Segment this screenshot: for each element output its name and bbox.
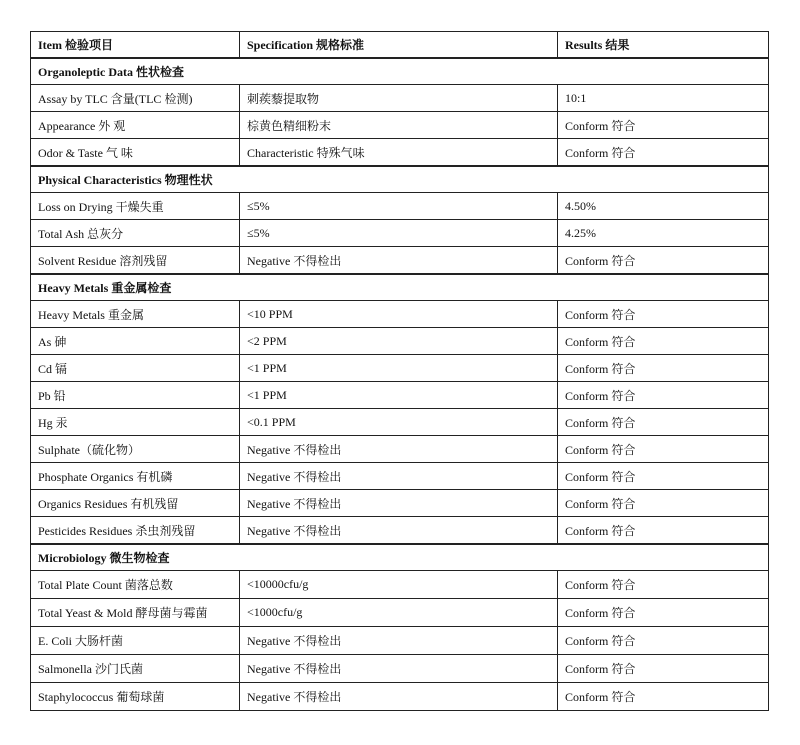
table-row xyxy=(31,355,769,382)
specification-cell: Negative 不得检出 xyxy=(240,247,558,275)
item-cell: Total Ash 总灰分 xyxy=(31,220,240,247)
specification-cell: 棕黄色精细粉末 xyxy=(240,112,558,139)
table-row xyxy=(31,409,769,436)
result-cell: Conform 符合 xyxy=(558,490,769,517)
specification-cell: Characteristic 特殊气味 xyxy=(240,139,558,167)
specification-cell: Negative 不得检出 xyxy=(240,463,558,490)
item-cell: Staphylococcus 葡萄球菌 xyxy=(31,683,240,711)
result-cell: 10:1 xyxy=(558,85,769,112)
section-title: Heavy Metals 重金属检查 xyxy=(31,274,769,301)
table-row xyxy=(31,683,769,711)
table-row xyxy=(31,517,769,545)
item-cell: Heavy Metals 重金属 xyxy=(31,301,240,328)
header-specification: Specification 规格标准 xyxy=(240,32,558,59)
item-cell: Phosphate Organics 有机磷 xyxy=(31,463,240,490)
item-cell: Salmonella 沙门氏菌 xyxy=(31,655,240,683)
table-row xyxy=(31,655,769,683)
table-row xyxy=(31,301,769,328)
coa-document xyxy=(30,31,768,711)
result-cell: Conform 符合 xyxy=(558,599,769,627)
section-header-row xyxy=(31,544,769,571)
specification-cell: <1000cfu/g xyxy=(240,599,558,627)
table-row xyxy=(31,112,769,139)
specification-cell: Negative 不得检出 xyxy=(240,655,558,683)
item-cell: Organics Residues 有机残留 xyxy=(31,490,240,517)
specification-cell: <10000cfu/g xyxy=(240,571,558,599)
specification-cell: Negative 不得检出 xyxy=(240,436,558,463)
result-cell: Conform 符合 xyxy=(558,112,769,139)
table-row xyxy=(31,328,769,355)
section-header-row xyxy=(31,58,769,85)
table-row xyxy=(31,193,769,220)
specification-cell: ≤5% xyxy=(240,220,558,247)
result-cell: Conform 符合 xyxy=(558,247,769,275)
specification-cell: Negative 不得检出 xyxy=(240,490,558,517)
specification-cell: <1 PPM xyxy=(240,355,558,382)
section-title: Microbiology 微生物检查 xyxy=(31,544,769,571)
result-cell: Conform 符合 xyxy=(558,382,769,409)
specification-cell: Negative 不得检出 xyxy=(240,683,558,711)
table-body xyxy=(31,58,769,711)
table-row xyxy=(31,220,769,247)
table-row xyxy=(31,571,769,599)
table-row xyxy=(31,627,769,655)
section-header-row xyxy=(31,166,769,193)
result-cell: Conform 符合 xyxy=(558,517,769,545)
header-row xyxy=(31,32,769,59)
table-row xyxy=(31,85,769,112)
item-cell: Sulphate（硫化物） xyxy=(31,436,240,463)
result-cell: Conform 符合 xyxy=(558,409,769,436)
table-row xyxy=(31,139,769,167)
item-cell: Total Yeast & Mold 酵母菌与霉菌 xyxy=(31,599,240,627)
section-header-row xyxy=(31,274,769,301)
result-cell: Conform 符合 xyxy=(558,436,769,463)
table-row xyxy=(31,463,769,490)
specification-cell: Negative 不得检出 xyxy=(240,627,558,655)
header-results: Results 结果 xyxy=(558,32,769,59)
result-cell: 4.25% xyxy=(558,220,769,247)
item-cell: Total Plate Count 菌落总数 xyxy=(31,571,240,599)
table-row xyxy=(31,382,769,409)
table-row xyxy=(31,599,769,627)
item-cell: E. Coli 大肠杆菌 xyxy=(31,627,240,655)
table-row xyxy=(31,247,769,275)
item-cell: Cd 镉 xyxy=(31,355,240,382)
section-title: Physical Characteristics 物理性状 xyxy=(31,166,769,193)
table-row xyxy=(31,436,769,463)
item-cell: Assay by TLC 含量(TLC 检测) xyxy=(31,85,240,112)
header-item: Item 检验项目 xyxy=(31,32,240,59)
result-cell: Conform 符合 xyxy=(558,655,769,683)
item-cell: Hg 汞 xyxy=(31,409,240,436)
result-cell: Conform 符合 xyxy=(558,355,769,382)
item-cell: Appearance 外 观 xyxy=(31,112,240,139)
specification-cell: ≤5% xyxy=(240,193,558,220)
specification-table xyxy=(30,31,769,711)
specification-cell: 刺蒺藜提取物 xyxy=(240,85,558,112)
item-cell: As 砷 xyxy=(31,328,240,355)
item-cell: Loss on Drying 干燥失重 xyxy=(31,193,240,220)
specification-cell: Negative 不得检出 xyxy=(240,517,558,545)
result-cell: Conform 符合 xyxy=(558,463,769,490)
specification-cell: <10 PPM xyxy=(240,301,558,328)
result-cell: Conform 符合 xyxy=(558,328,769,355)
result-cell: 4.50% xyxy=(558,193,769,220)
result-cell: Conform 符合 xyxy=(558,627,769,655)
table-row xyxy=(31,490,769,517)
item-cell: Solvent Residue 溶剂残留 xyxy=(31,247,240,275)
item-cell: Pb 铅 xyxy=(31,382,240,409)
item-cell: Pesticides Residues 杀虫剂残留 xyxy=(31,517,240,545)
result-cell: Conform 符合 xyxy=(558,683,769,711)
result-cell: Conform 符合 xyxy=(558,571,769,599)
result-cell: Conform 符合 xyxy=(558,139,769,167)
specification-cell: <0.1 PPM xyxy=(240,409,558,436)
specification-cell: <1 PPM xyxy=(240,382,558,409)
specification-cell: <2 PPM xyxy=(240,328,558,355)
section-title: Organoleptic Data 性状检查 xyxy=(31,58,769,85)
item-cell: Odor & Taste 气 味 xyxy=(31,139,240,167)
result-cell: Conform 符合 xyxy=(558,301,769,328)
